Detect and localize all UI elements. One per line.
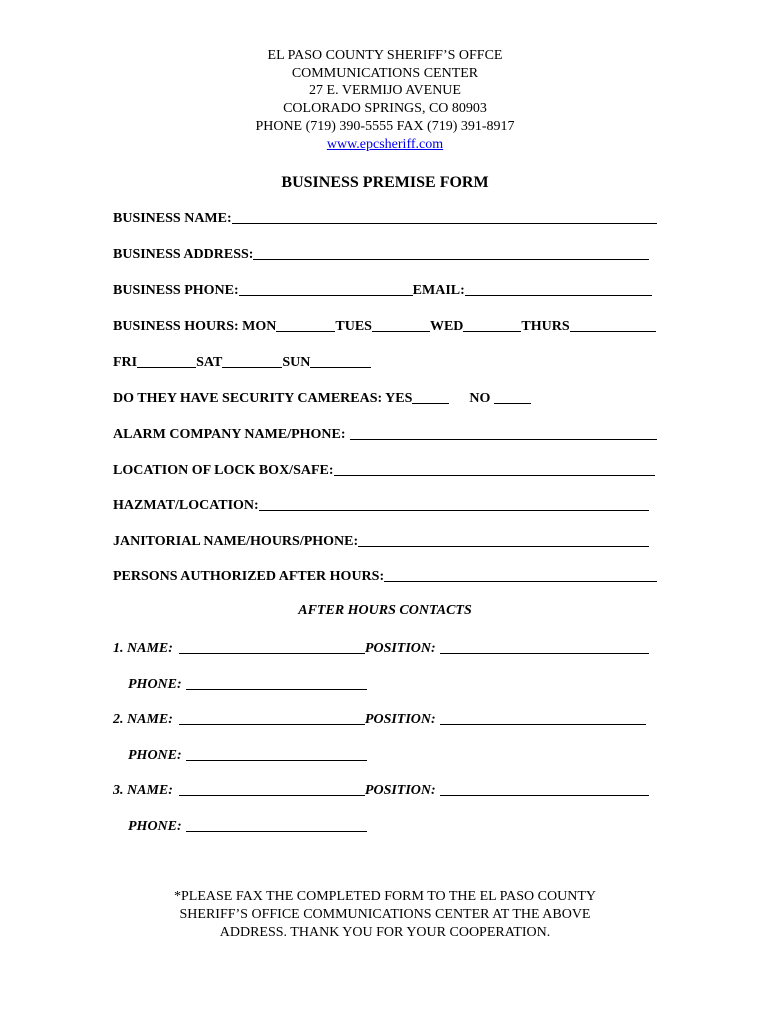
- fax-instructions-line-3: ADDRESS. THANK YOU FOR YOUR COOPERATION.: [219, 925, 551, 940]
- business-name-row: [113, 207, 657, 227]
- contact-3-position-field[interactable]: [440, 782, 649, 796]
- city-state-zip: COLORADO SPRINGS, CO 80903: [283, 101, 487, 117]
- contact-3-name-field[interactable]: [179, 782, 365, 796]
- business-phone-field[interactable]: [239, 282, 413, 296]
- friday-label: FRI: [113, 355, 138, 370]
- business-hours-label: BUSINESS HOURS: MON: [113, 319, 277, 334]
- contact-2-phone-label: PHONE:: [128, 748, 182, 763]
- thursday-label: THURS: [521, 319, 570, 334]
- contact-3-phone-label: PHONE:: [128, 819, 182, 834]
- contact-3-phone-field[interactable]: [186, 818, 367, 832]
- contact-1-name-field[interactable]: [179, 640, 365, 654]
- contact-1-position-field[interactable]: [440, 640, 649, 654]
- wednesday-label: WED: [429, 319, 464, 334]
- alarm-company-row: [113, 423, 657, 443]
- contact-3-row: [113, 779, 649, 799]
- alarm-company-field[interactable]: [350, 426, 657, 440]
- thursday-hours-field[interactable]: [570, 318, 656, 332]
- contact-1-position-label: POSITION:: [364, 641, 436, 656]
- email-label: EMAIL:: [412, 283, 465, 298]
- contact-1-phone-field[interactable]: [186, 676, 367, 690]
- weekend-hours-row: [113, 351, 657, 371]
- contact-2-name-label: 2. NAME:: [113, 712, 173, 727]
- persons-authorized-row: [113, 565, 657, 585]
- phone-fax: PHONE (719) 390-5555 FAX (719) 391-8917: [255, 118, 515, 134]
- business-name-label: BUSINESS NAME:: [113, 211, 232, 226]
- agency-division: COMMUNICATIONS CENTER: [291, 65, 479, 81]
- hazmat-row: [113, 494, 649, 514]
- contact-3-phone-row: [128, 815, 657, 835]
- persons-authorized-label: PERSONS AUTHORIZED AFTER HOURS:: [113, 569, 385, 584]
- street-address: 27 E. VERMIJO AVENUE: [309, 83, 461, 99]
- agency-name: EL PASO COUNTY SHERIFF’S OFFCE: [267, 48, 503, 63]
- fax-instructions: [0, 888, 770, 942]
- fax-instructions-line-1: *PLEASE FAX THE COMPLETED FORM TO THE EL PASO COUNTY: [174, 889, 596, 904]
- email-field[interactable]: [465, 282, 652, 296]
- sunday-hours-field[interactable]: [310, 354, 371, 368]
- tuesday-hours-field[interactable]: [372, 318, 430, 332]
- business-hours-row: [113, 315, 656, 335]
- contact-1-phone-row: [128, 673, 657, 693]
- hazmat-label: HAZMAT/LOCATION:: [113, 498, 259, 513]
- janitorial-row: [113, 530, 649, 550]
- contact-3-position-label: POSITION:: [364, 783, 436, 798]
- saturday-hours-field[interactable]: [222, 354, 282, 368]
- business-phone-label: BUSINESS PHONE:: [113, 283, 239, 298]
- lock-box-row: [113, 459, 655, 479]
- lock-box-field[interactable]: [334, 462, 655, 476]
- business-address-field[interactable]: [253, 246, 649, 260]
- business-address-label: BUSINESS ADDRESS:: [113, 247, 254, 262]
- business-phone-row: [113, 279, 652, 299]
- contact-3-name-label: 3. NAME:: [113, 783, 173, 798]
- hazmat-field[interactable]: [259, 497, 649, 511]
- security-cameras-row: [113, 387, 657, 407]
- fax-instructions-line-2: SHERIFF’S OFFICE COMMUNICATIONS CENTER AT THE ABOVE: [179, 907, 591, 922]
- lock-box-label: LOCATION OF LOCK BOX/SAFE:: [113, 463, 334, 478]
- business-address-row: [113, 243, 649, 263]
- security-cameras-label: DO THEY HAVE SECURITY CAMEREAS: YES: [113, 391, 413, 406]
- agency-header: [0, 47, 770, 153]
- janitorial-label: JANITORIAL NAME/HOURS/PHONE:: [113, 534, 359, 549]
- website-link[interactable]: www.epcsheriff.com: [326, 136, 444, 152]
- contact-2-row: [113, 708, 646, 728]
- contact-1-phone-label: PHONE:: [128, 677, 182, 692]
- contact-1-row: [113, 637, 649, 657]
- friday-hours-field[interactable]: [137, 354, 196, 368]
- contact-2-phone-row: [128, 744, 657, 764]
- contact-1-name-label: 1. NAME:: [113, 641, 173, 656]
- janitorial-field[interactable]: [358, 533, 649, 547]
- cameras-no-label: NO: [469, 391, 491, 406]
- business-name-field[interactable]: [232, 210, 657, 224]
- persons-authorized-field[interactable]: [384, 568, 657, 582]
- cameras-yes-field[interactable]: [412, 390, 449, 404]
- wednesday-hours-field[interactable]: [463, 318, 521, 332]
- alarm-company-label: ALARM COMPANY NAME/PHONE:: [113, 427, 346, 442]
- contact-2-name-field[interactable]: [179, 711, 365, 725]
- sunday-label: SUN: [282, 355, 311, 370]
- after-hours-contacts-title: AFTER HOURS CONTACTS: [298, 603, 472, 618]
- contact-2-position-field[interactable]: [440, 711, 646, 725]
- contact-2-position-label: POSITION:: [364, 712, 436, 727]
- monday-hours-field[interactable]: [276, 318, 335, 332]
- form-title: BUSINESS PREMISE FORM: [281, 174, 489, 191]
- saturday-label: SAT: [196, 355, 223, 370]
- cameras-no-field[interactable]: [494, 390, 531, 404]
- contact-2-phone-field[interactable]: [186, 747, 367, 761]
- tuesday-label: TUES: [335, 319, 372, 334]
